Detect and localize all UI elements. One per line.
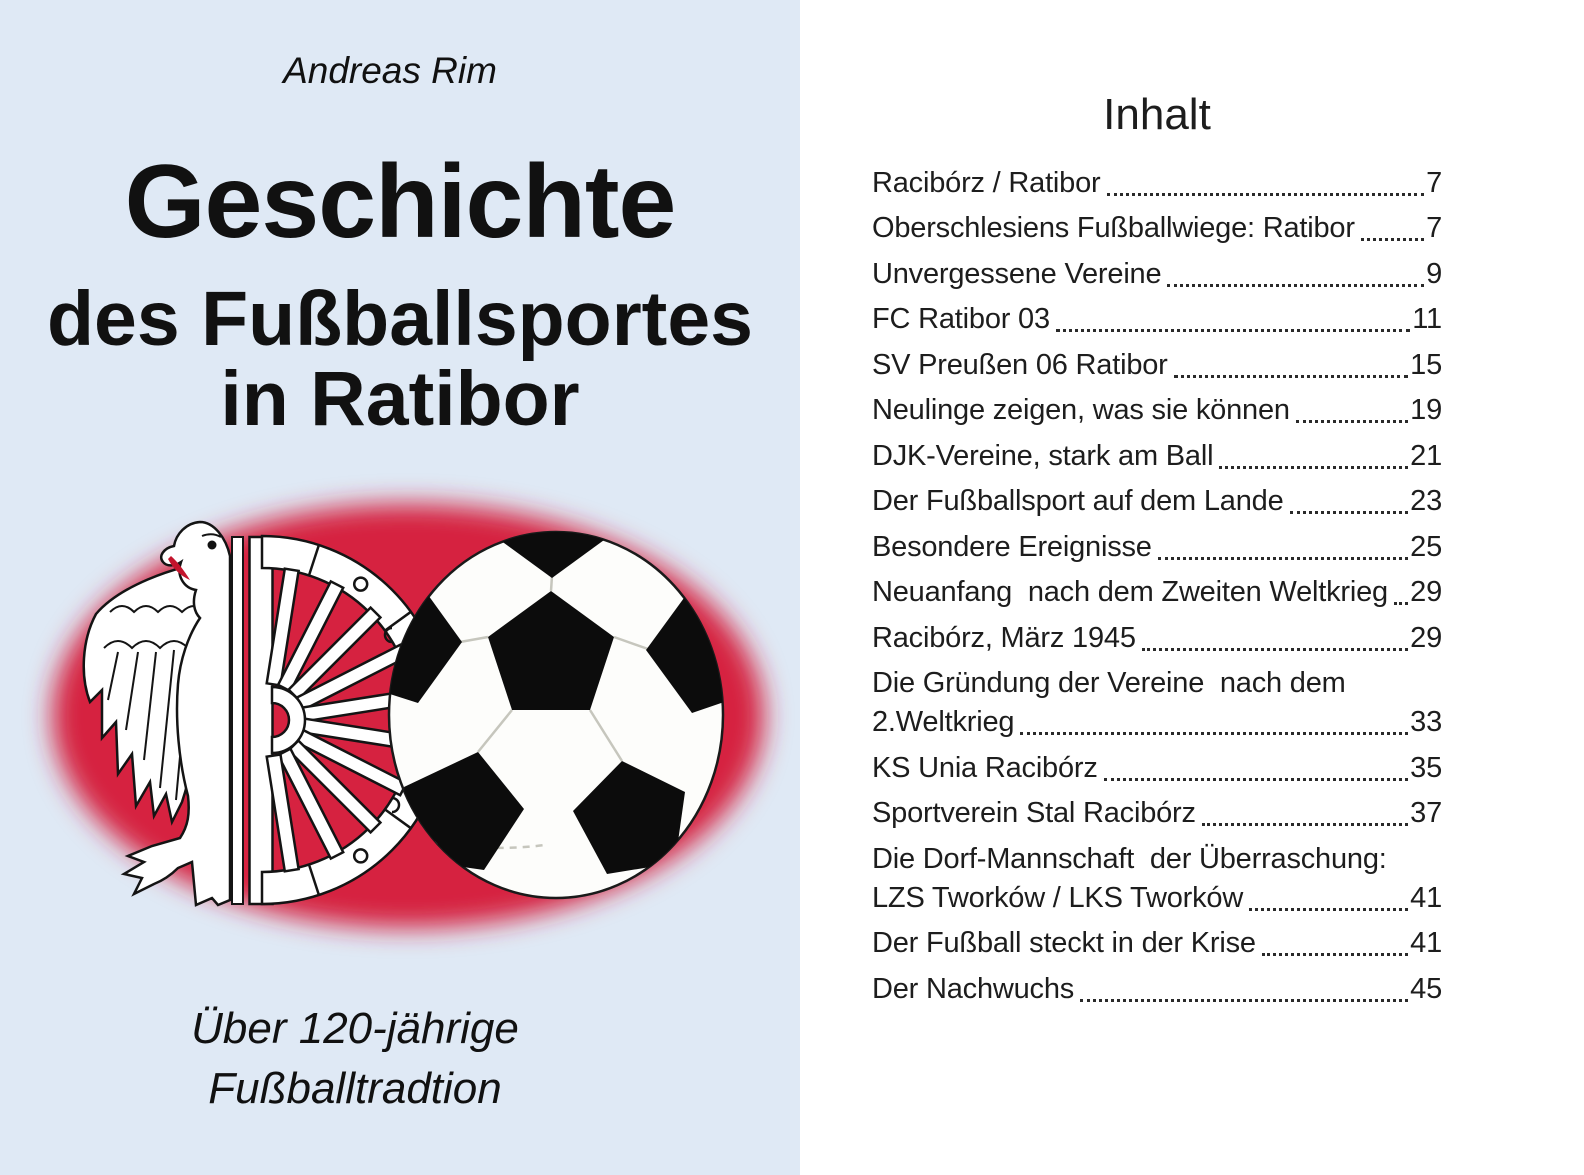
toc-entry-page: 9	[1426, 257, 1442, 290]
toc-entry-label: Der Fußball steckt in der Krise	[872, 927, 1256, 959]
toc-entry-label: Besondere Ereignisse	[872, 530, 1152, 563]
toc-entry-page: 25	[1410, 530, 1442, 563]
toc-entry	[872, 794, 1442, 833]
subtitle-line-1: Über 120-jährige	[191, 1004, 519, 1053]
toc-entry	[872, 528, 1442, 567]
toc-entry-page: 7	[1426, 166, 1442, 199]
toc-heading: Inhalt	[1103, 90, 1211, 139]
toc-entry-label: Der Nachwuchs	[872, 972, 1075, 1005]
toc-entry-label: FC Ratibor 03	[872, 303, 1050, 335]
toc-entry	[872, 482, 1442, 521]
toc-entry-label: Die Dorf-Mannschaft der Überraschung:	[872, 842, 1387, 875]
toc-entry-page: 11	[1412, 303, 1442, 335]
toc-entry-label: Die Gründung der Vereine nach dem	[872, 667, 1346, 699]
toc-entry	[872, 255, 1442, 294]
toc-entry-label: DJK-Vereine, stark am Ball	[872, 439, 1214, 472]
dot-leader	[1158, 557, 1408, 560]
toc-entry	[872, 437, 1442, 476]
toc-entry-label: Racibórz / Ratibor	[872, 166, 1101, 199]
toc-entry-label: KS Unia Racibórz	[872, 751, 1098, 784]
toc-entry-page: 15	[1410, 348, 1442, 381]
dot-leader	[1290, 511, 1409, 514]
toc-entry	[872, 924, 1442, 963]
toc-entry	[872, 749, 1442, 788]
dot-leader	[1361, 238, 1424, 241]
toc-entry-page: 35	[1410, 751, 1442, 784]
book-title-line-2: des Fußballsportes	[47, 276, 753, 362]
club-emblem	[0, 470, 800, 960]
author-name: Andreas Rim	[283, 50, 497, 91]
toc-entry-label: 2.Weltkrieg	[872, 706, 1015, 738]
toc-entry-page: 41	[1410, 881, 1442, 914]
toc-entry	[872, 619, 1442, 658]
book-title-line-3: in Ratibor	[220, 356, 580, 442]
dot-leader	[1167, 284, 1424, 287]
toc-entry	[872, 840, 1442, 918]
emblem-graphic	[0, 470, 800, 960]
dot-leader	[1174, 375, 1409, 378]
toc-entry-page: 33	[1410, 706, 1442, 738]
toc-entry-label: SV Preußen 06 Ratibor	[872, 348, 1168, 381]
toc-entry	[872, 300, 1442, 339]
toc-entry	[872, 164, 1442, 203]
toc-entry-label: Unvergessene Vereine	[872, 257, 1162, 290]
toc-entry-page: 45	[1410, 972, 1442, 1005]
toc-entry-page: 37	[1410, 797, 1442, 829]
toc-entry-page: 19	[1410, 394, 1442, 426]
dot-leader	[1020, 732, 1408, 735]
book-title-line-1: Geschichte	[124, 144, 676, 260]
toc-entry	[872, 970, 1442, 1009]
dot-leader	[1104, 778, 1408, 781]
dot-leader	[1262, 953, 1408, 956]
toc-entry-label: Racibórz, März 1945	[872, 621, 1136, 654]
toc-entry-page: 23	[1410, 485, 1442, 517]
toc-entry-page: 7	[1426, 212, 1442, 244]
dot-leader	[1142, 648, 1408, 651]
toc-page	[800, 0, 1584, 1175]
dot-leader	[1394, 602, 1408, 605]
toc-entry-label: LZS Tworków / LKS Tworków	[872, 881, 1244, 914]
toc-entry-label: Der Fußballsport auf dem Lande	[872, 485, 1284, 517]
toc-entry-label: Neuanfang nach dem Zweiten Weltkrieg	[872, 576, 1388, 608]
toc-entry-label: Oberschlesiens Fußballwiege: Ratibor	[872, 212, 1355, 244]
toc-entry-page: 41	[1410, 927, 1442, 959]
toc-entry-page: 21	[1410, 439, 1442, 472]
toc-entry	[872, 209, 1442, 248]
dot-leader	[1202, 823, 1408, 826]
dot-leader	[1219, 466, 1408, 469]
eagle-icon	[84, 522, 243, 905]
dot-leader	[1107, 193, 1425, 196]
toc-entry-page: 29	[1410, 621, 1442, 654]
toc-entry	[872, 391, 1442, 430]
toc-entry	[872, 664, 1442, 742]
toc-entry	[872, 573, 1442, 612]
dot-leader	[1296, 420, 1408, 423]
dot-leader	[1249, 908, 1408, 911]
toc-list	[872, 157, 1442, 1009]
toc-entry-label: Neulinge zeigen, was sie können	[872, 394, 1290, 426]
dot-leader	[1056, 329, 1410, 332]
dot-leader	[1080, 999, 1408, 1002]
toc-entry-page: 29	[1410, 576, 1442, 608]
toc-entry-label: Sportverein Stal Racibórz	[872, 797, 1196, 829]
toc-entry	[872, 346, 1442, 385]
subtitle-line-2: Fußballtradtion	[208, 1064, 502, 1113]
